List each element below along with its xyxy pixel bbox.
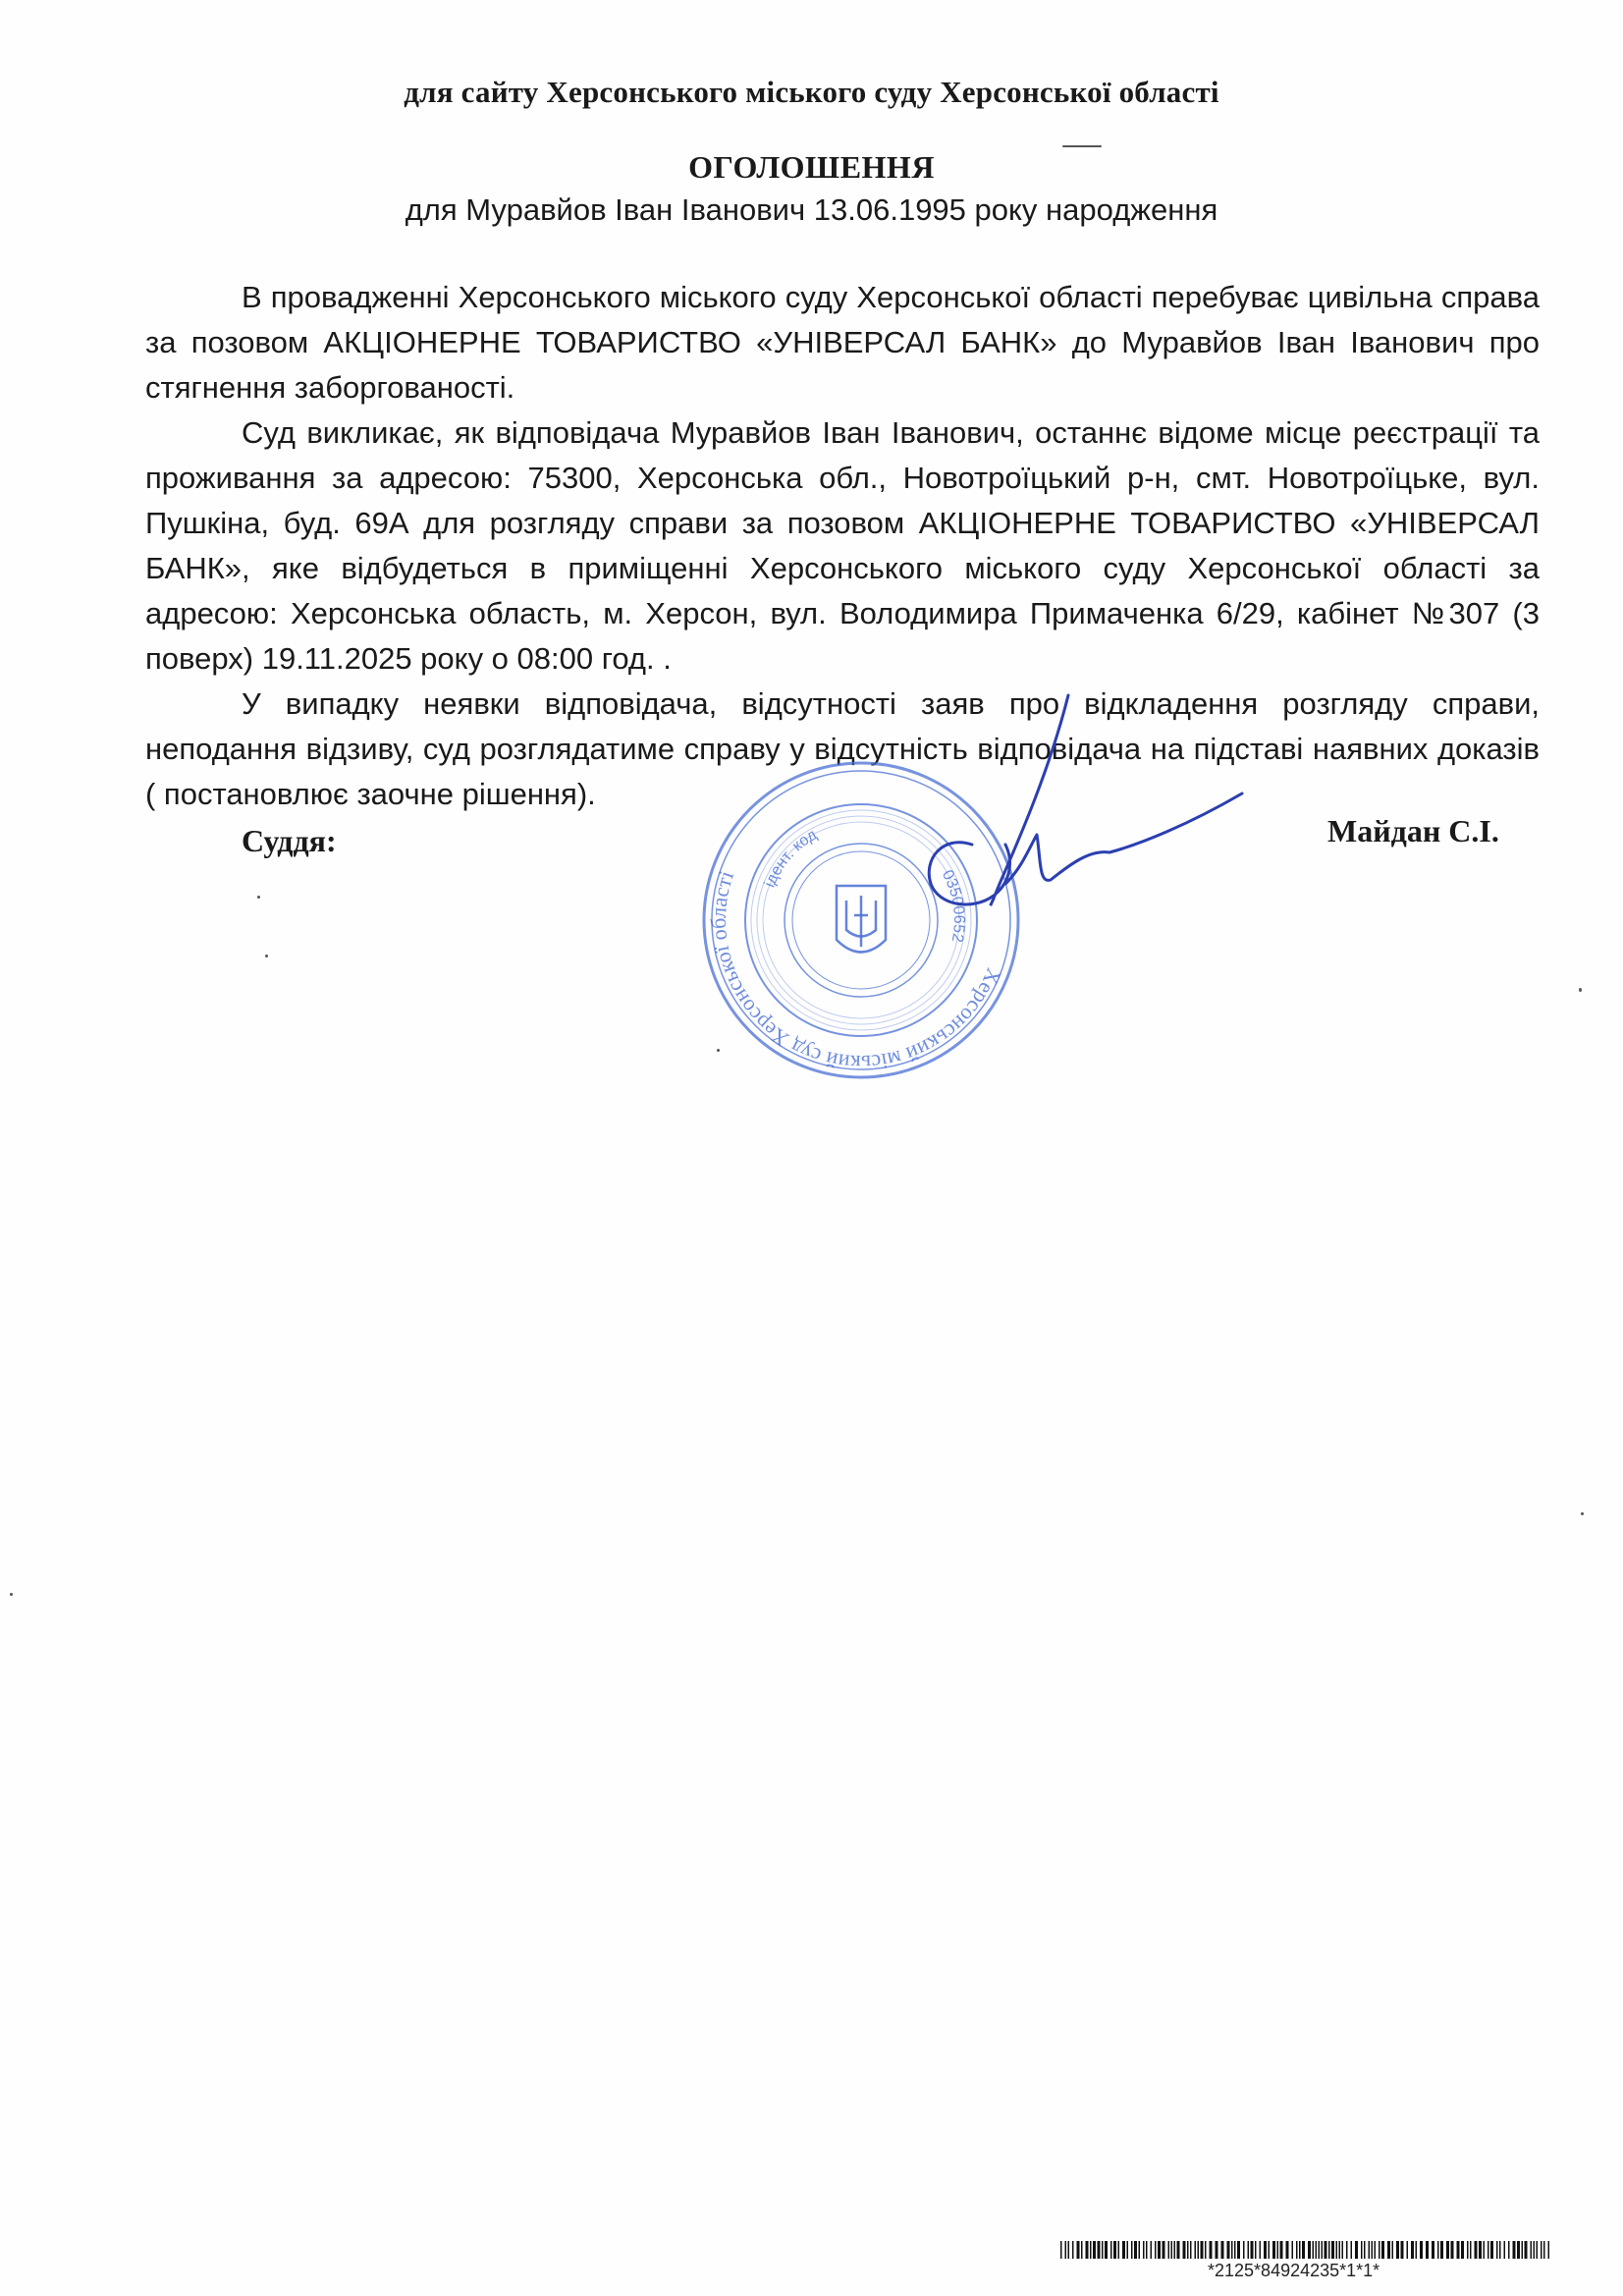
barcode-bars — [1060, 2241, 1551, 2259]
barcode-bar — [1420, 2241, 1423, 2259]
barcode-bar — [1346, 2241, 1348, 2259]
judge-label: Суддя: — [242, 823, 337, 858]
barcode-text: *2125*84924235*1*1* — [1208, 2261, 1380, 2280]
barcode-bar — [1392, 2241, 1394, 2259]
barcode-bar — [1328, 2241, 1330, 2259]
barcode-bar — [1537, 2241, 1539, 2259]
barcode-bar — [1387, 2241, 1390, 2259]
barcode-bar — [1411, 2241, 1414, 2259]
judge-signature — [903, 687, 1316, 943]
barcode-bar — [1496, 2241, 1498, 2259]
stamp-inner-text: ідент. код — [761, 826, 820, 890]
barcode-bar — [1272, 2241, 1275, 2259]
coat-of-arms-icon — [837, 886, 886, 953]
barcode-bar — [1336, 2241, 1338, 2259]
barcode-bar — [1131, 2241, 1133, 2259]
barcode-bar — [1299, 2241, 1301, 2259]
scan-speck — [10, 1593, 13, 1596]
barcode-bar — [1479, 2241, 1482, 2259]
barcode-bar — [1234, 2241, 1236, 2259]
barcode-bar — [1322, 2241, 1324, 2259]
barcode-bar — [1316, 2241, 1318, 2259]
barcode-bar — [1205, 2241, 1207, 2259]
barcode-bar — [1319, 2241, 1321, 2259]
barcode-bar — [1401, 2241, 1404, 2259]
barcode-bar — [1216, 2241, 1218, 2259]
barcode-bar — [1522, 2241, 1524, 2259]
barcode-bar — [1139, 2241, 1141, 2259]
barcode-bar — [1432, 2241, 1434, 2259]
barcode-bar — [1484, 2241, 1486, 2259]
barcode-bar — [1396, 2241, 1399, 2259]
barcode-bar — [1313, 2241, 1315, 2259]
barcode-bar — [1364, 2241, 1366, 2259]
barcode-bar — [1151, 2241, 1153, 2259]
barcode-bar — [1437, 2241, 1439, 2259]
barcode-bar — [1269, 2241, 1271, 2259]
barcode-bar — [1355, 2241, 1358, 2259]
paragraph-summons: Суд викликає, як відповідача Муравйов Іван Іванович, останнє відоме місце реєстрації та проживання за адресою: 75300, Херсонська обл., Новотроїцький р-н, смт. Новотроїцьке, вул. Пушкіна, буд. 69А для розгляду справи за позовом АКЦІОНЕРНЕ ТОВАРИСТВО «УНІВЕРСАЛ БАНК», яке відбудеться в приміщенні Херсонського міського суду Херсонської області за адресою: Херсонська область, м. Херсон, вул. Володимира Примаченка 6/29, кабінет №307 (3 поверх) 19.11.2025 року о 08:00 год. . — [145, 415, 1540, 676]
barcode-bar — [1190, 2241, 1192, 2259]
barcode-bar — [1086, 2241, 1089, 2259]
barcode-bar — [1372, 2241, 1374, 2259]
barcode-bar — [1467, 2241, 1469, 2259]
barcode-bar — [1198, 2241, 1200, 2259]
barcode-bar — [1361, 2241, 1363, 2259]
barcode-bar — [1461, 2241, 1464, 2259]
scan-speck — [1062, 145, 1102, 147]
barcode-bar — [1068, 2241, 1070, 2259]
barcode-bar — [1508, 2241, 1510, 2259]
barcode-bar — [1308, 2241, 1311, 2259]
barcode-bar — [1231, 2241, 1233, 2259]
barcode-bar — [1446, 2241, 1449, 2259]
barcode-bar — [1251, 2241, 1254, 2259]
barcode-bar — [1416, 2241, 1418, 2259]
barcode-bar — [1513, 2241, 1516, 2259]
barcode-bar — [1237, 2241, 1240, 2259]
barcode-bar — [1543, 2241, 1545, 2259]
barcode-bar — [1302, 2241, 1305, 2259]
barcode-bar — [1457, 2241, 1460, 2259]
barcode — [1060, 2241, 1551, 2284]
barcode-bar — [1381, 2241, 1384, 2259]
barcode-bar — [1195, 2241, 1197, 2259]
barcode-bar — [1488, 2241, 1489, 2259]
barcode-bar — [1379, 2241, 1380, 2259]
document-title: ОГОЛОШЕННЯ — [688, 149, 935, 185]
barcode-bar — [1221, 2241, 1224, 2259]
barcode-bar — [1113, 2241, 1116, 2259]
barcode-bar — [1072, 2241, 1074, 2259]
document-subtitle: для Муравйов Іван Іванович 13.06.1995 року народження — [405, 192, 1218, 227]
barcode-bar — [1183, 2241, 1186, 2259]
barcode-bar — [1407, 2241, 1409, 2259]
barcode-bar — [1260, 2241, 1262, 2259]
barcode-bar — [1331, 2241, 1334, 2259]
barcode-bar — [1065, 2241, 1067, 2259]
barcode-bar — [1155, 2241, 1157, 2259]
barcode-bar — [1060, 2241, 1062, 2259]
scan-speck — [1581, 1512, 1584, 1515]
paragraph-consequences: У випадку неявки відповідача, відсутності заяв про відкладення розгляду справи, неподання відзиву, суд розглядатиме справу у відсутність відповідача на підставі наявних доказів ( постановлює заочне рішення). — [145, 686, 1540, 811]
barcode-bar — [1264, 2241, 1267, 2259]
barcode-bar — [1470, 2241, 1472, 2259]
barcode-bar — [1177, 2241, 1180, 2259]
barcode-bar — [1105, 2241, 1108, 2259]
document-body — [145, 275, 1540, 817]
barcode-bar — [1110, 2241, 1112, 2259]
barcode-bar — [1351, 2241, 1353, 2259]
barcode-bar — [1451, 2241, 1454, 2259]
barcode-bar — [1292, 2241, 1294, 2259]
barcode-bar — [1143, 2241, 1145, 2259]
barcode-bar — [1127, 2241, 1129, 2259]
barcode-bar — [1504, 2241, 1506, 2259]
scan-speck — [265, 955, 268, 957]
barcode-bar — [1531, 2241, 1533, 2259]
barcode-bar — [1187, 2241, 1189, 2259]
barcode-bar — [1541, 2241, 1542, 2259]
barcode-bar — [1339, 2241, 1341, 2259]
barcode-bar — [1490, 2241, 1493, 2259]
barcode-bar — [1426, 2241, 1429, 2259]
barcode-bar — [1255, 2241, 1257, 2259]
stamp-code-text: 03500652 — [938, 867, 968, 944]
barcode-bar — [1499, 2241, 1501, 2259]
barcode-bar — [1081, 2241, 1083, 2259]
barcode-bar — [1210, 2241, 1213, 2259]
barcode-bar — [1168, 2241, 1170, 2259]
barcode-bar — [1077, 2241, 1080, 2259]
barcode-bar — [1525, 2241, 1528, 2259]
barcode-bar — [1174, 2241, 1176, 2259]
judge-name: Майдан С.І. — [1327, 813, 1499, 848]
barcode-bar — [1248, 2241, 1250, 2259]
barcode-bar — [1098, 2241, 1101, 2259]
barcode-bar — [1534, 2241, 1536, 2259]
barcode-bar — [1093, 2241, 1096, 2259]
stamp-outer-text: Херсонський міський суд Херсонської області — [705, 867, 1007, 1076]
barcode-bar — [1243, 2241, 1245, 2259]
header-line: для сайту Херсонського міського суду Херсонської області — [404, 75, 1219, 109]
barcode-bar — [1090, 2241, 1092, 2259]
barcode-bar — [1342, 2241, 1344, 2259]
barcode-bar — [1296, 2241, 1298, 2259]
barcode-bar — [1517, 2241, 1520, 2259]
barcode-bar — [1369, 2241, 1371, 2259]
barcode-bar — [1280, 2241, 1283, 2259]
barcode-bar — [1286, 2241, 1289, 2259]
barcode-bar — [1475, 2241, 1478, 2259]
barcode-bar — [1163, 2241, 1165, 2259]
barcode-bar — [1134, 2241, 1137, 2259]
barcode-bar — [1440, 2241, 1443, 2259]
scan-speck — [257, 896, 260, 899]
barcode-bar — [1146, 2241, 1148, 2259]
scan-speck — [1579, 988, 1582, 992]
barcode-bar — [1548, 2241, 1550, 2259]
barcode-bar — [1158, 2241, 1161, 2259]
barcode-bar — [1102, 2241, 1104, 2259]
barcode-bar — [1325, 2241, 1327, 2259]
barcode-bar — [1277, 2241, 1279, 2259]
scan-speck — [717, 1049, 720, 1052]
barcode-bar — [1375, 2241, 1377, 2259]
barcode-bar — [1122, 2241, 1125, 2259]
barcode-bar — [1227, 2241, 1230, 2259]
barcode-bar — [1118, 2241, 1120, 2259]
barcode-bar — [1171, 2241, 1173, 2259]
paragraph-case: В провадженні Херсонського міського суду Херсонської області перебуває цивільна справа за позовом АКЦІОНЕРНЕ ТОВАРИСТВО «УНІВЕРСАЛ БАНК» до Муравйов Іван Іванович про стягнення заборгованості. — [145, 280, 1540, 405]
barcode-bar — [1201, 2241, 1204, 2259]
